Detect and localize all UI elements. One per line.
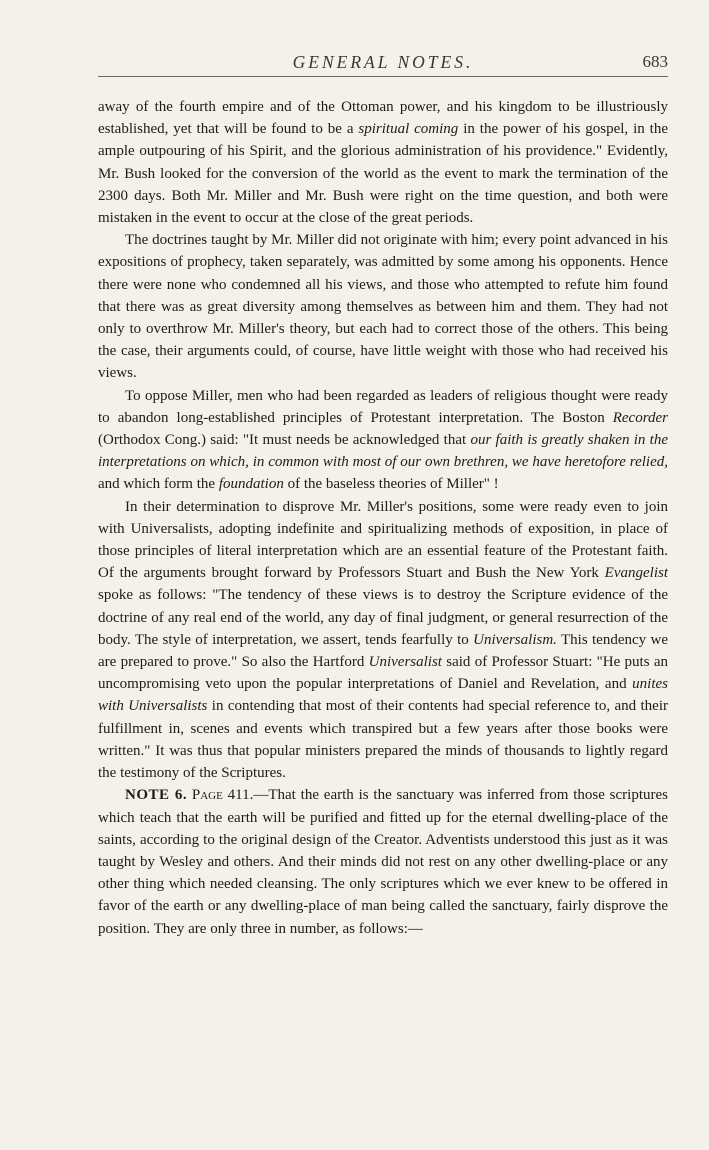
- emphasis: Universalist: [368, 654, 442, 671]
- body-text: [98, 96, 668, 940]
- page-header: [98, 52, 668, 77]
- text-run: To oppose Miller, men who had been regarded as leaders of religious thought were ready to abandon long-established principles of Protestant interpretation. The Boston: [98, 387, 668, 426]
- emphasis: Recorder: [612, 409, 668, 426]
- paragraph-2: The doctrines taught by Mr. Miller did not originate with him; every point advanced in his expositions of prophecy, taken separately, was admitted by some among his opponents. Hence there were none who condemned all his views, and those who attempted to refute him found that there was as great diversity among themselves as between him and them. They had not only to overthrow Mr. Miller's theory, but each had to correct those of the others. This being the case, their arguments could, of course, have little weight with those who had received his views.: [98, 232, 668, 382]
- emphasis: foundation: [218, 476, 284, 493]
- paragraph-3: [98, 385, 668, 496]
- text-run: and which form the: [98, 476, 219, 493]
- text-run: away of the fourth empire and of the Ottoman power, and his kingdom to be illustriously established, yet that will be found to be a: [98, 99, 668, 138]
- note-text: —That the earth is the sanctuary was inferred from those scriptures which teach that the earth will be purified and fitted up for the eternal dwelling-place of the saints, according to the original design of the Creator. Adventists understood this just as it was taught by Wesley and others. And their minds did not rest on any other dwelling-place or any other thing which needed cleansing. The only scriptures which we ever knew to be offered in favor of the earth or any dwelling-place of man being called the sanctuary, fairly disprove the position. They are only three in number, as follows:—: [98, 787, 668, 937]
- text-run: This tendency we are prepared to prove." So also the Hartford: [98, 631, 669, 671]
- text-run: in contending that most of their contents had special reference to, and their fulfillment in, scenes and events which transpired but a few years after those books were written." It was thus that popular ministers prepared the minds of thousands to lightly regard the testimony of the Scriptures.: [98, 698, 669, 782]
- emphasis: our faith is greatly shaken in the interpretations on which, in common with most of our own brethren, we have heretofore relied,: [98, 432, 669, 471]
- emphasis: spiritual coming: [358, 121, 459, 138]
- text-run: spoke as follows: "The tendency of these views is to destroy the Scripture evidence of the doctrine of any real end of the world, any day of final judgment, or general resurrection of the body. The style of interpretation, we assert, tends fearfully to: [98, 587, 668, 648]
- text-run: of the baseless theories of Miller" !: [283, 476, 499, 493]
- note-label: NOTE 6.: [125, 787, 188, 804]
- running-title: GENERAL NOTES.: [292, 52, 474, 72]
- page-reference: Page 411.: [191, 787, 254, 804]
- page-number: 683: [642, 52, 668, 71]
- paragraph-4: [98, 496, 668, 785]
- text-run: said of Professor Stuart: "He puts an uncompromising veto upon the popular interpretations of Daniel and Revelation, and: [98, 654, 668, 693]
- emphasis: Universalism.: [473, 631, 557, 648]
- emphasis: Evangelist: [604, 565, 668, 582]
- note-6: [98, 784, 668, 939]
- text-run: (Orthodox Cong.) said: "It must needs be acknowledged that: [98, 432, 471, 449]
- text-run: In their determination to disprove Mr. Miller's positions, some were ready even to join with Universalists, adopting indefinite and spiritualizing methods of exposition, in place of those principles of literal interpretation which are an essential feature of the Protestant faith. Of the arguments brought forward by Professors Stuart and Bush the New York: [98, 498, 668, 582]
- emphasis: unites with Universalists: [98, 676, 668, 715]
- text-run: in the power of his gospel, in the ample outpouring of his Spirit, and the glorious administration of his providence." Evidently, Mr. Bush looked for the conversion of the world as the event to mark the termination of the 2300 days. Both Mr. Miller and Mr. Bush were right on the time question, and both were mistaken in the event to occur at the close of the great periods.: [98, 121, 668, 227]
- paragraph-1: [98, 96, 668, 229]
